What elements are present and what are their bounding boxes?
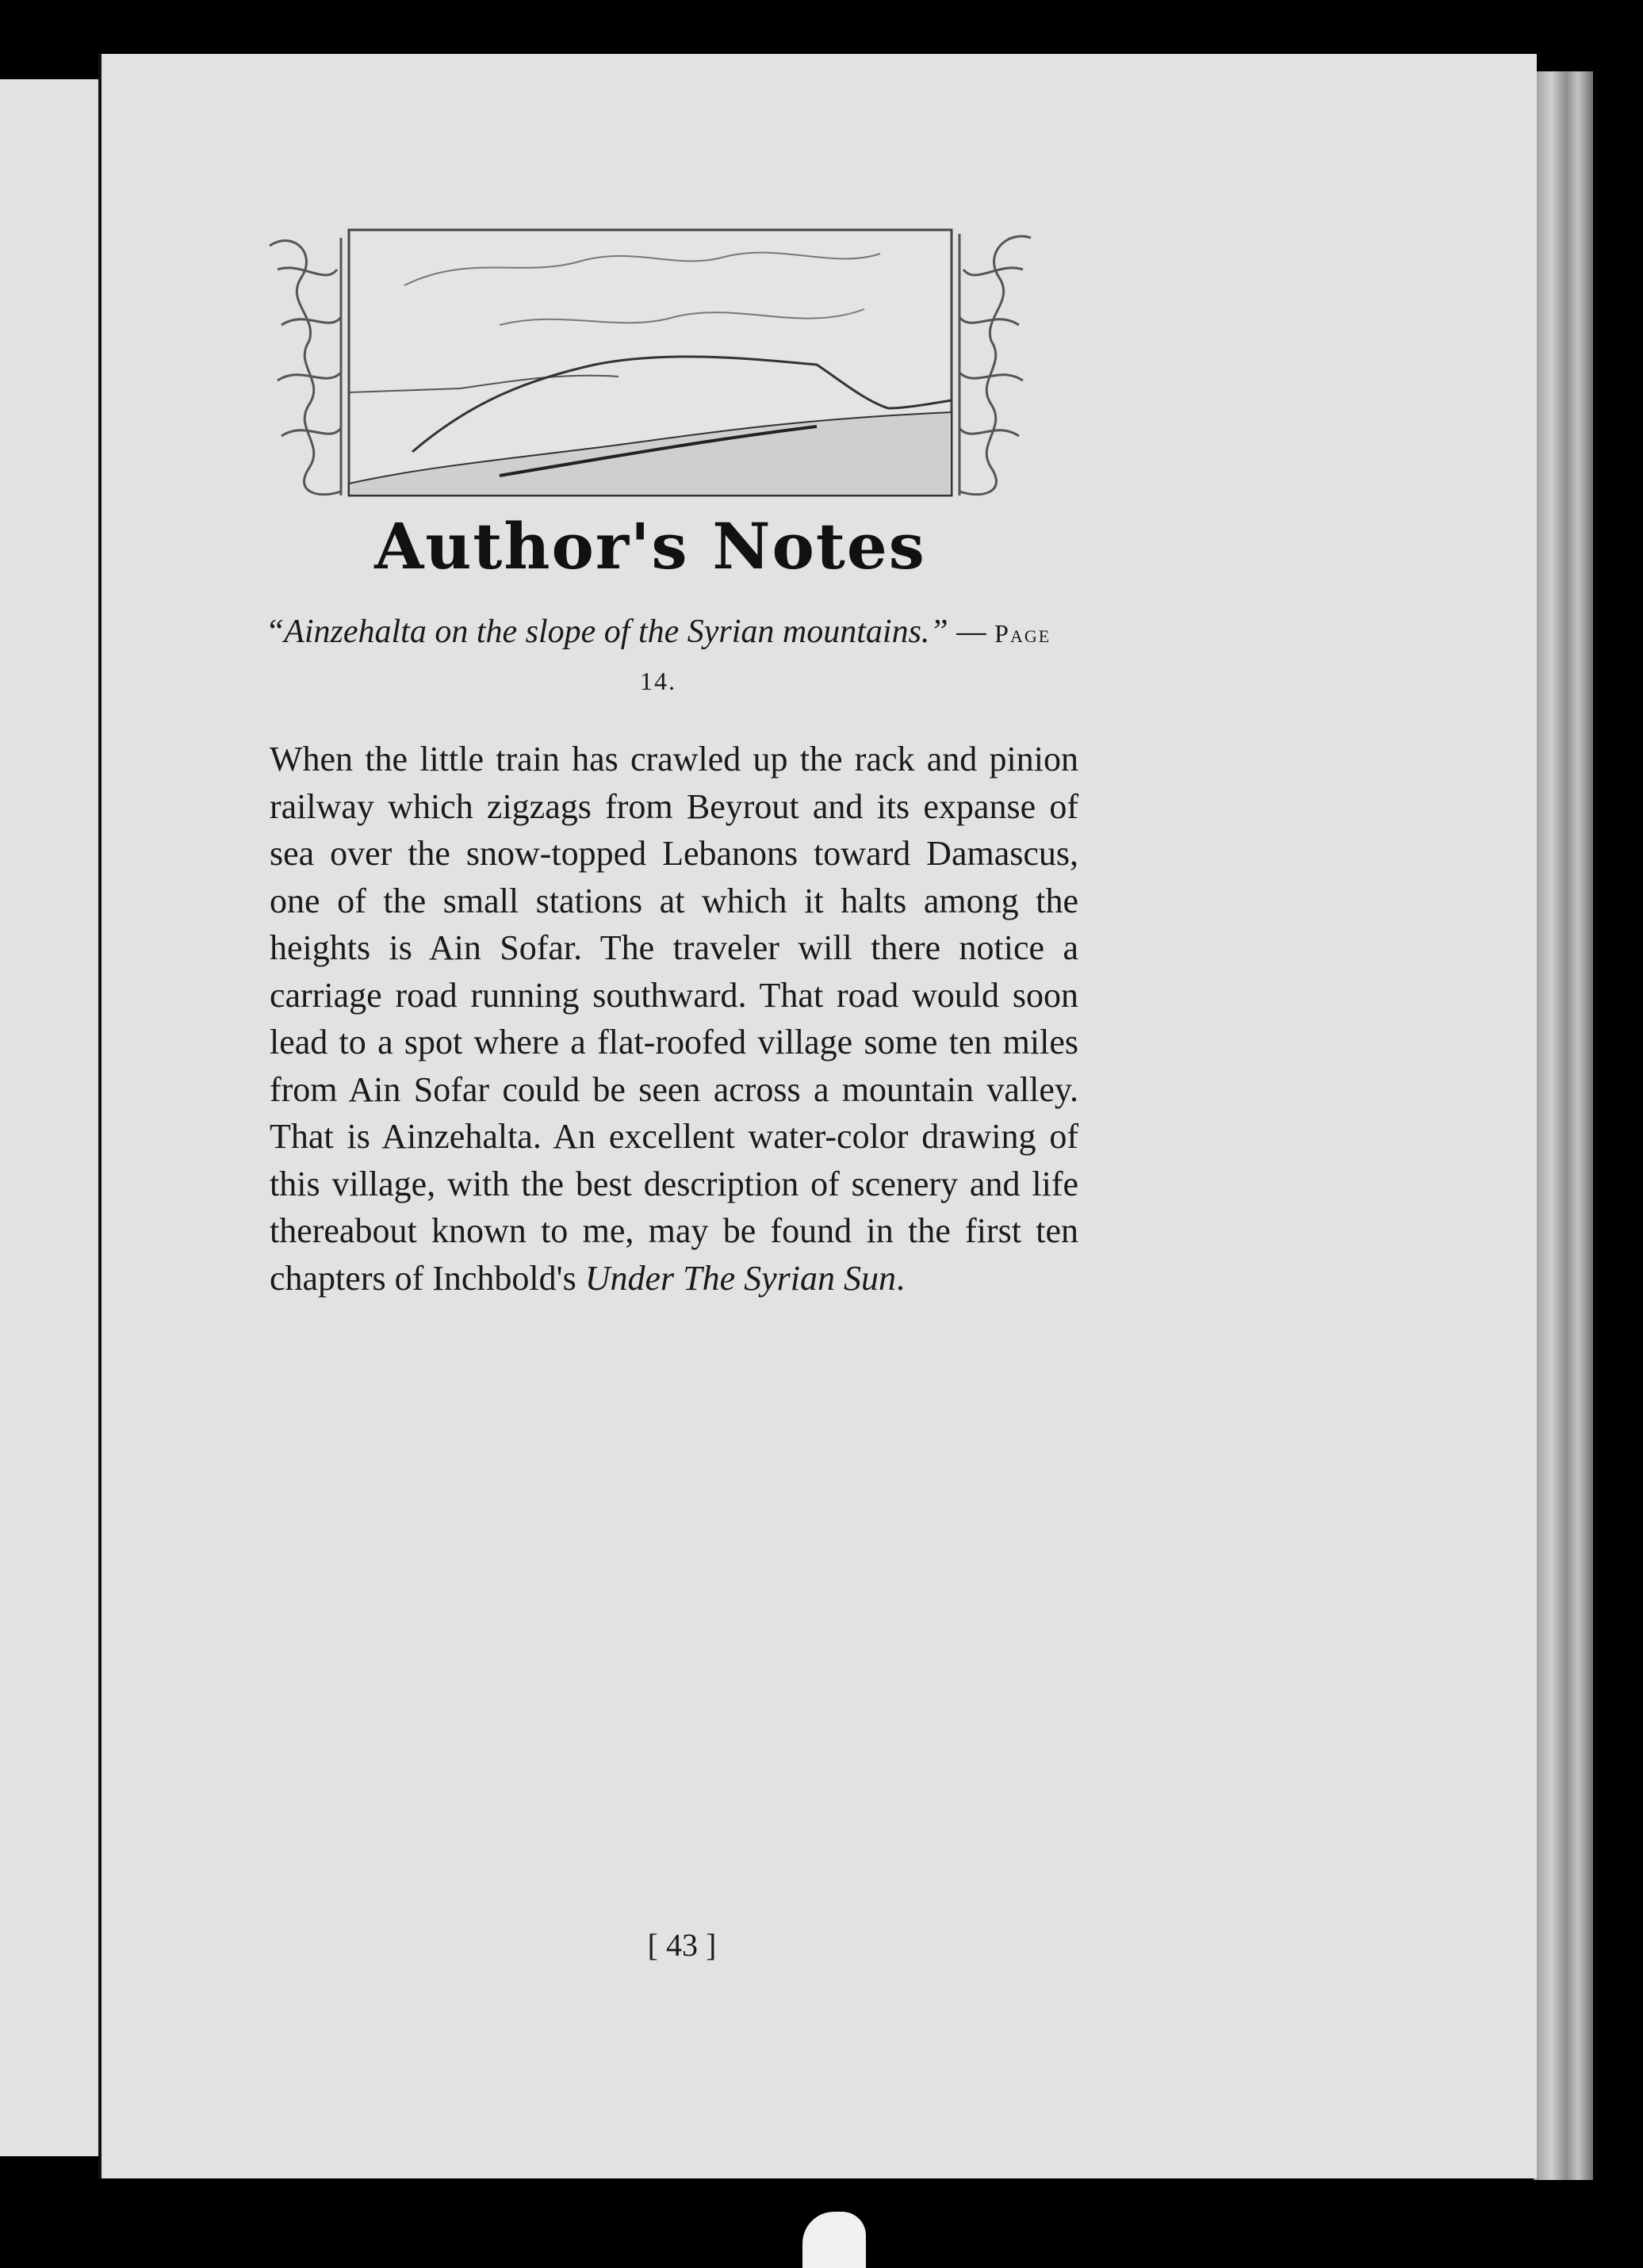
quote-dash: — [948,614,995,650]
body-text: When the little train has crawled up the rack and pinion railway which zigzags from Beyrout and its expanse of sea over the snow-topped Lebanons toward Damascus, one of the small stations at which it halts among the heights is Ain Sofar. The traveler will there notice a carriage road running southward. That road would soon lead to a spot where a flat-roofed village some ten miles from Ain Sofar could be seen across a mountain valley. That is Ainzehalta. An excellent water-color drawing of this village, with the best description of scenery and life thereabout known to me, may be found in the first ten chapters of Inchbold's [270,740,1078,1298]
body-end: . [896,1258,906,1298]
headpiece-illustration [262,222,1039,503]
book-title: Under The Syrian Sun [584,1258,897,1298]
quote-text: “Ainzehalta on the slope of the Syrian mountains.” [265,614,948,650]
page-stack-edge [1534,71,1593,2180]
body-paragraph [270,736,1078,1302]
finger-smudge [802,2212,866,2268]
epigraph-quote [262,609,1055,704]
page-number: [ 43 ] [647,1927,717,1963]
page-title: Author's Notes [374,509,926,583]
quote-reference: Page 14. [640,619,1051,695]
